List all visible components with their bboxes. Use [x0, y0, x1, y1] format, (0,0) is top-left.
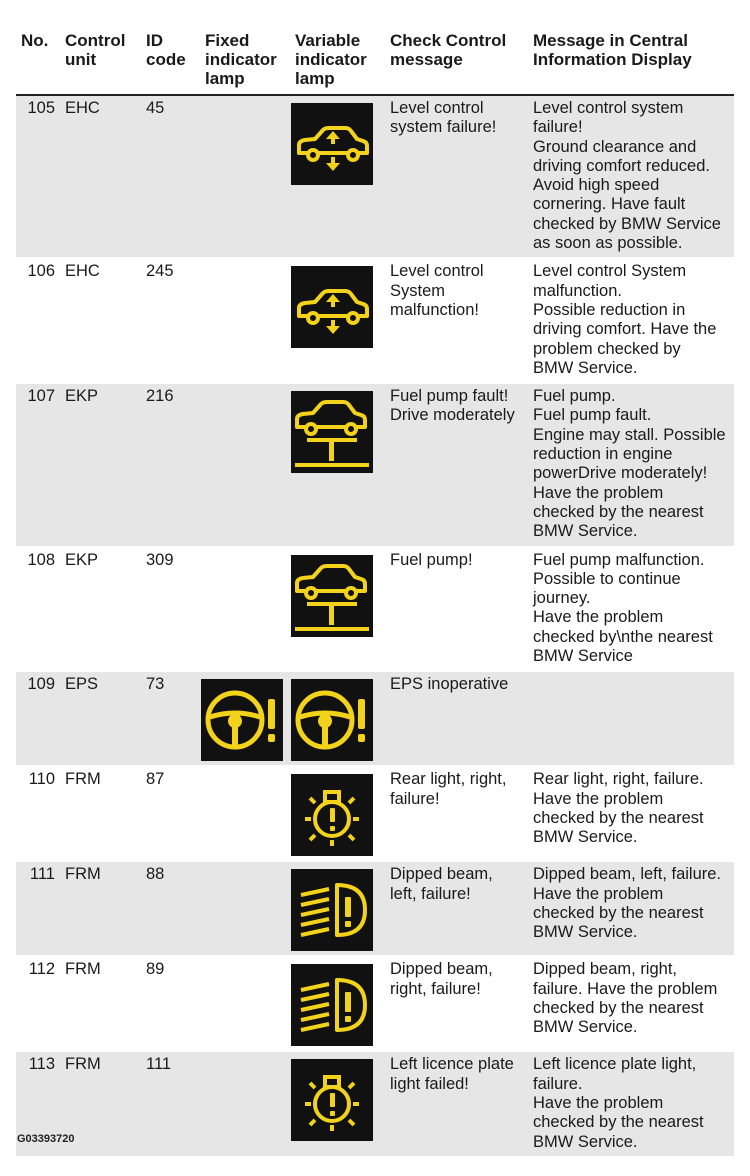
cell-cid-message [529, 671, 734, 766]
cell-check-control-message: Rear light, right, failure! [390, 770, 507, 808]
cell-check-control-message: Left licence plate light failed! [386, 1051, 529, 1156]
cell-cid-message: Fuel pump. Fuel pump fault. Engine may stall. Possible reduction in engine powerDrive moderately! Have the problem checked by the nearest BMW Service. [529, 383, 734, 546]
cell-id-code: 309 [146, 550, 174, 569]
cell-variable-lamp [291, 383, 386, 546]
cell-cid-message: Level control System malfunction. Possible reduction in driving comfort. Have the problem checked by BMW Service. [533, 262, 717, 377]
cell-check-control-message: Fuel pump! [390, 550, 473, 569]
cell-id-code: 216 [142, 383, 201, 546]
cell-id-code: 245 [146, 262, 174, 281]
cell-id-code: 45 [142, 95, 201, 258]
cell-fixed-lamp [201, 766, 291, 861]
cell-no: 110 [28, 770, 55, 789]
cell-id-code: 88 [142, 861, 201, 956]
cell-id-code: 111 [142, 1051, 201, 1156]
cell-fixed-lamp [201, 956, 291, 1051]
cell-no: 106 [27, 262, 55, 281]
cell-no: 111 [16, 861, 61, 956]
car-level-control-icon [291, 103, 373, 185]
cell-fixed-lamp [201, 671, 291, 766]
cell-fixed-lamp [201, 1051, 291, 1156]
bulb-warning-icon [291, 1059, 373, 1141]
cell-variable-lamp [291, 258, 386, 383]
cell-check-control-message: Level control System malfunction! [390, 262, 484, 319]
check-control-table [16, 26, 734, 1158]
car-on-lift-icon [291, 391, 373, 473]
cell-no: 107 [16, 383, 61, 546]
cell-no: 105 [16, 95, 61, 258]
cell-variable-lamp [291, 547, 386, 672]
cell-control-unit: EPS [61, 671, 142, 766]
cell-no: 113 [16, 1051, 61, 1156]
cell-variable-lamp [291, 956, 386, 1051]
cell-id-code: 87 [146, 770, 165, 789]
cell-control-unit: EHC [61, 95, 142, 258]
cell-control-unit: FRM [61, 1051, 142, 1156]
cell-cid-message: Dipped beam, left, failure. Have the problem checked by the nearest BMW Service. [529, 861, 734, 956]
cell-id-code: 73 [142, 671, 201, 766]
header-cid-message: Message in Central Information Display [529, 26, 734, 95]
cell-cid-message: Rear light, right, failure. Have the problem checked by the nearest BMW Service. [533, 770, 704, 847]
header-control-unit: Control unit [61, 26, 142, 95]
cell-cid-message: Fuel pump malfunction. Possible to continue journey. Have the problem checked by\nthe nearest BMW Service [533, 550, 713, 666]
cell-variable-lamp [291, 1051, 386, 1156]
table-row [16, 956, 734, 1051]
cell-control-unit: EKP [61, 383, 142, 546]
cell-control-unit: EKP [65, 550, 99, 569]
cell-no: 109 [16, 671, 61, 766]
dipped-beam-warning-icon [291, 869, 373, 951]
table-header-row [16, 26, 734, 95]
cell-fixed-lamp [201, 547, 291, 672]
cell-control-unit: EHC [65, 262, 100, 281]
header-check-control-message: Check Control message [386, 26, 529, 95]
cell-cid-message: Dipped beam, right, failure. Have the problem checked by the nearest BMW Service. [533, 960, 718, 1037]
cell-no: 112 [28, 960, 55, 979]
table-row [16, 671, 734, 766]
header-id-code: ID code [142, 26, 201, 95]
table-row [16, 547, 734, 672]
cell-check-control-message: EPS inoperative [386, 671, 529, 766]
cell-fixed-lamp [201, 861, 291, 956]
bulb-warning-icon [291, 774, 373, 856]
cell-check-control-message: Level control system failure! [386, 95, 529, 258]
cell-cid-message: Left licence plate light, failure. Have the problem checked by the nearest BMW Service. [529, 1051, 734, 1156]
cell-variable-lamp [291, 671, 386, 766]
cell-cid-message: Level control system failure! Ground clearance and driving comfort reduced. Avoid high speed cornering. Have fault checked by BMW Service as soon as possible. [529, 95, 734, 258]
table-row [16, 95, 734, 258]
header-no: No. [16, 26, 61, 95]
cell-check-control-message: Dipped beam, left, failure! [386, 861, 529, 956]
cell-fixed-lamp [201, 95, 291, 258]
table-row [16, 766, 734, 861]
cell-check-control-message: Dipped beam, right, failure! [390, 960, 493, 998]
header-variable-lamp: Variable indicator lamp [291, 26, 386, 95]
cell-control-unit: FRM [61, 861, 142, 956]
car-level-control-icon [291, 266, 373, 348]
fault-table-page [16, 26, 734, 1158]
steering-wheel-warning-icon [201, 679, 283, 761]
steering-wheel-warning-icon [291, 679, 373, 761]
cell-variable-lamp [291, 95, 386, 258]
table-row [16, 1051, 734, 1156]
cell-control-unit: FRM [65, 960, 101, 979]
figure-id: G03393720 [17, 1133, 75, 1145]
dipped-beam-warning-icon [291, 964, 373, 1046]
header-fixed-lamp: Fixed indicator lamp [201, 26, 291, 95]
cell-variable-lamp [291, 766, 386, 861]
cell-no: 108 [27, 550, 55, 569]
table-row [16, 258, 734, 383]
cell-check-control-message: Fuel pump fault! Drive moderately [386, 383, 529, 546]
table-row [16, 383, 734, 546]
cell-fixed-lamp [201, 383, 291, 546]
cell-id-code: 89 [146, 960, 165, 979]
cell-variable-lamp [291, 861, 386, 956]
car-on-lift-icon [291, 555, 373, 637]
cell-control-unit: FRM [65, 770, 101, 789]
cell-fixed-lamp [201, 258, 291, 383]
table-row [16, 861, 734, 956]
